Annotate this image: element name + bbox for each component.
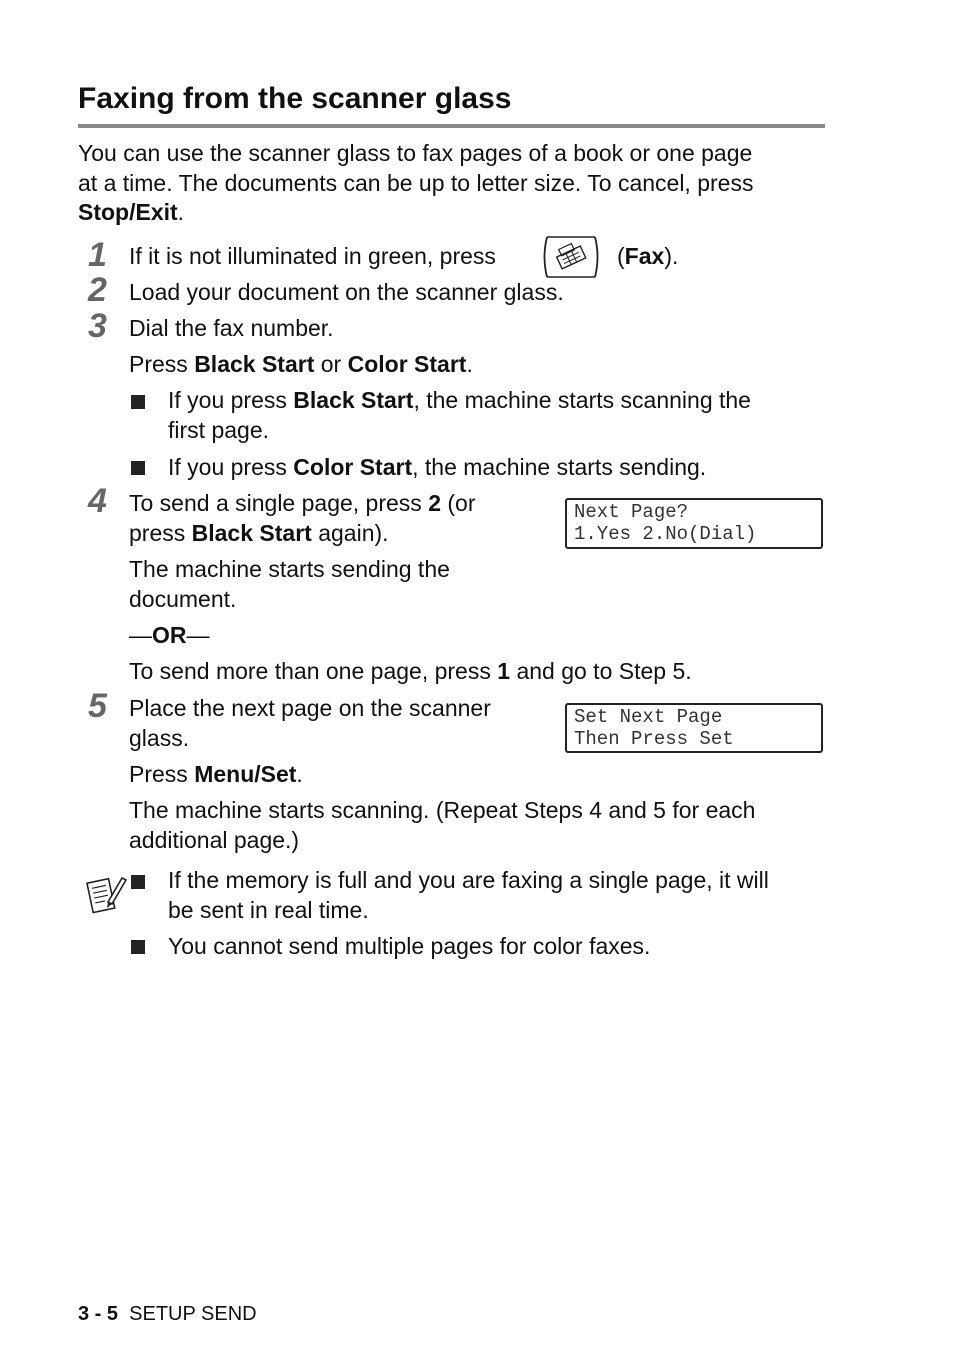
menu-set-key: Menu/Set: [194, 761, 297, 787]
black-start-key: Black Start: [194, 351, 315, 377]
step1-fax-label: (Fax).: [617, 243, 679, 269]
step4-more-pages: To send more than one page, press 1 and go to Step 5.: [129, 658, 692, 684]
bullet-marker: [131, 395, 145, 409]
lcd-display: Set Next Page Then Press Set: [565, 703, 823, 753]
intro-line-1: You can use the scanner glass to fax pages of a book or one page: [78, 140, 753, 166]
intro-paragraph: [78, 139, 753, 228]
intro-line-2: at a time. The documents can be up to letter size. To cancel, press: [78, 169, 754, 196]
step-number: 3: [88, 307, 107, 345]
section-name: SETUP SEND: [129, 1303, 257, 1325]
note-bullet-2: You cannot send multiple pages for color faxes.: [168, 933, 651, 959]
page-footer: [78, 1302, 257, 1326]
step5-press-line: Press Menu/Set.: [129, 761, 303, 787]
step-number: 5: [88, 687, 107, 725]
step1-text: If it is not illuminated in green, press: [129, 243, 496, 269]
note-bullet-1: If the memory is full and you are faxing a single page, it will be sent in real time.: [168, 867, 769, 923]
title-rule: [78, 124, 825, 128]
step3-text: Dial the fax number.: [129, 315, 334, 341]
fax-key-icon: [541, 235, 601, 279]
stop-exit-key: Stop/Exit: [78, 199, 178, 225]
fax-key-label: Fax: [624, 243, 665, 269]
page-number: 3 - 5: [78, 1303, 119, 1325]
bullet-marker: [131, 875, 145, 889]
step2-text: Load your document on the scanner glass.: [129, 279, 564, 305]
step3-bullet-1: If you press Black Start, the machine starts scanning the first page.: [168, 387, 751, 443]
step5-text: Place the next page on the scanner glass.: [129, 695, 491, 751]
step-number: 2: [88, 271, 107, 309]
lcd-display: Next Page? 1.Yes 2.No(Dial): [565, 498, 823, 549]
step4-text: To send a single page, press 2 (or press Black Start again).: [129, 490, 476, 546]
color-start-key: Color Start: [347, 351, 467, 377]
step5-scan-text: The machine starts scanning. (Repeat Steps 4 and 5 for each additional page.): [129, 797, 756, 853]
page-title: Faxing from the scanner glass: [78, 82, 512, 115]
step-number: 1: [88, 236, 107, 274]
bullet-marker: [131, 461, 145, 475]
bullet-marker: [131, 940, 145, 954]
intro-line-3: Stop/Exit.: [78, 199, 185, 225]
step3-press-line: Press Black Start or Color Start.: [129, 351, 473, 377]
note-pencil-icon: [84, 872, 128, 916]
step3-bullet-2: If you press Color Start, the machine starts sending.: [168, 454, 707, 480]
step4-sending-text: The machine starts sending the document.: [129, 556, 450, 612]
or-separator: —OR—: [129, 622, 210, 648]
step-number: 4: [88, 482, 107, 520]
